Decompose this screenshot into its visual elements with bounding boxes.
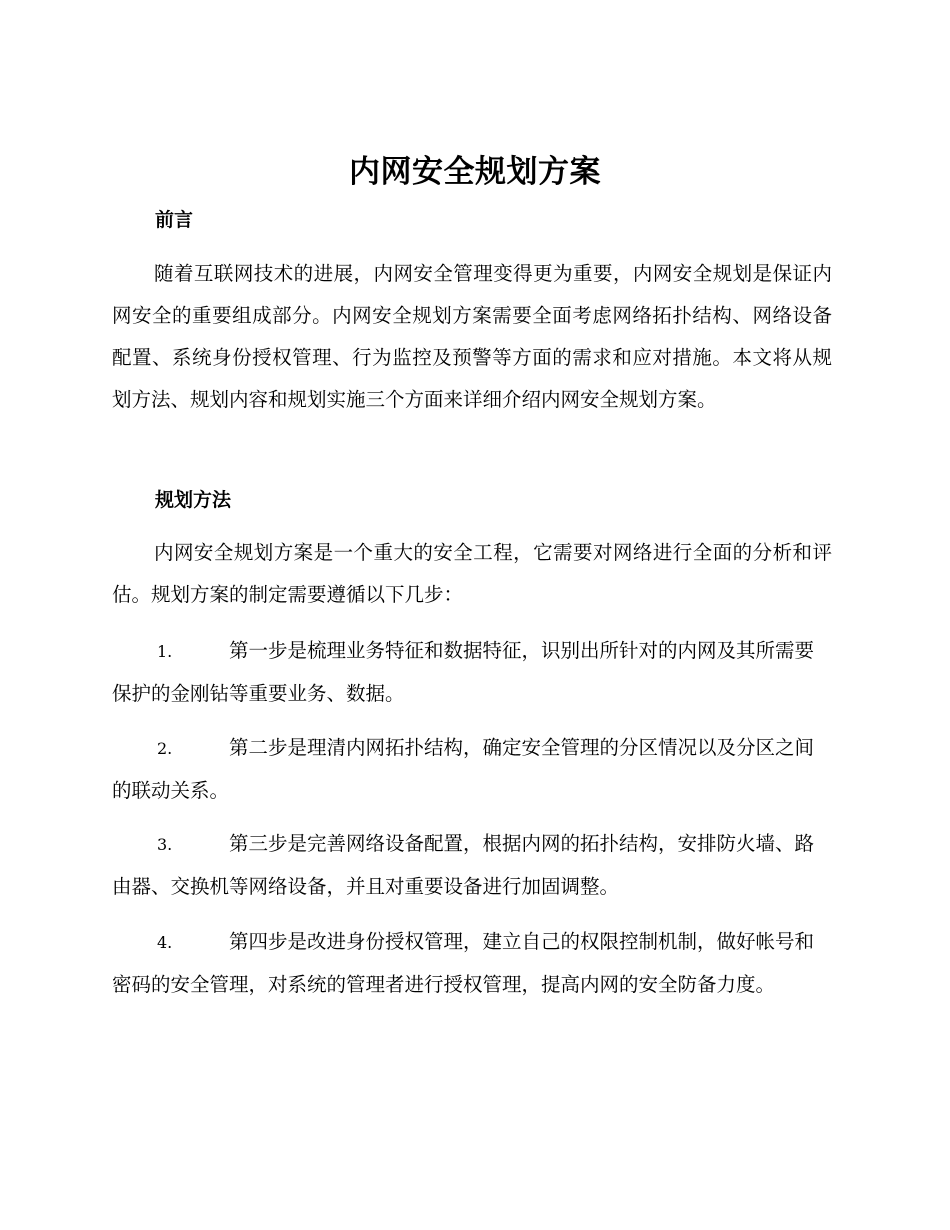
list-item-text: 第四步是改进身份授权管理，建立自己的权限控制机制，做好帐号和密码的安全管理，对系统的管理者进行授权管理，提高内网的安全防备力度。: [112, 930, 815, 996]
list-item-number: 1.: [157, 642, 173, 661]
list-item-text: 第一步是梳理业务特征和数据特征，识别出所针对的内网及其所需要保护的金刚钻等重要业务、数据。: [112, 639, 815, 705]
list-item-number: 3.: [157, 835, 173, 854]
list-item-number: 2.: [157, 739, 173, 758]
list-item: [112, 823, 832, 908]
list-item: [112, 727, 832, 812]
document-title: 内网安全规划方案: [349, 154, 601, 190]
preface-paragraph: 随着互联网技术的进展，内网安全管理变得更为重要，内网安全规划是保证内网安全的重要组成部分。内网安全规划方案需要全面考虑网络拓扑结构、网络设备配置、系统身份授权管理、行为监控及预警等方面的需求和应对措施。本文将从规划方法、规划内容和规划实施三个方面来详细介绍内网安全规划方案。: [112, 262, 832, 411]
list-item-text: 第二步是理清内网拓扑结构，确定安全管理的分区情况以及分区之间的联动关系。: [112, 736, 815, 802]
section-heading-preface: 前言: [155, 209, 194, 231]
list-item-text: 第三步是完善网络设备配置，根据内网的拓扑结构，安排防火墙、路由器、交换机等网络设备，并且对重要设备进行加固调整。: [112, 832, 815, 898]
list-item-number: 4.: [157, 933, 173, 952]
list-item: [112, 921, 832, 1006]
method-paragraph: 内网安全规划方案是一个重大的安全工程，它需要对网络进行全面的分析和评估。规划方案的制定需要遵循以下几步：: [112, 541, 832, 606]
section-heading-method: 规划方法: [155, 489, 232, 511]
list-item: [112, 630, 832, 715]
